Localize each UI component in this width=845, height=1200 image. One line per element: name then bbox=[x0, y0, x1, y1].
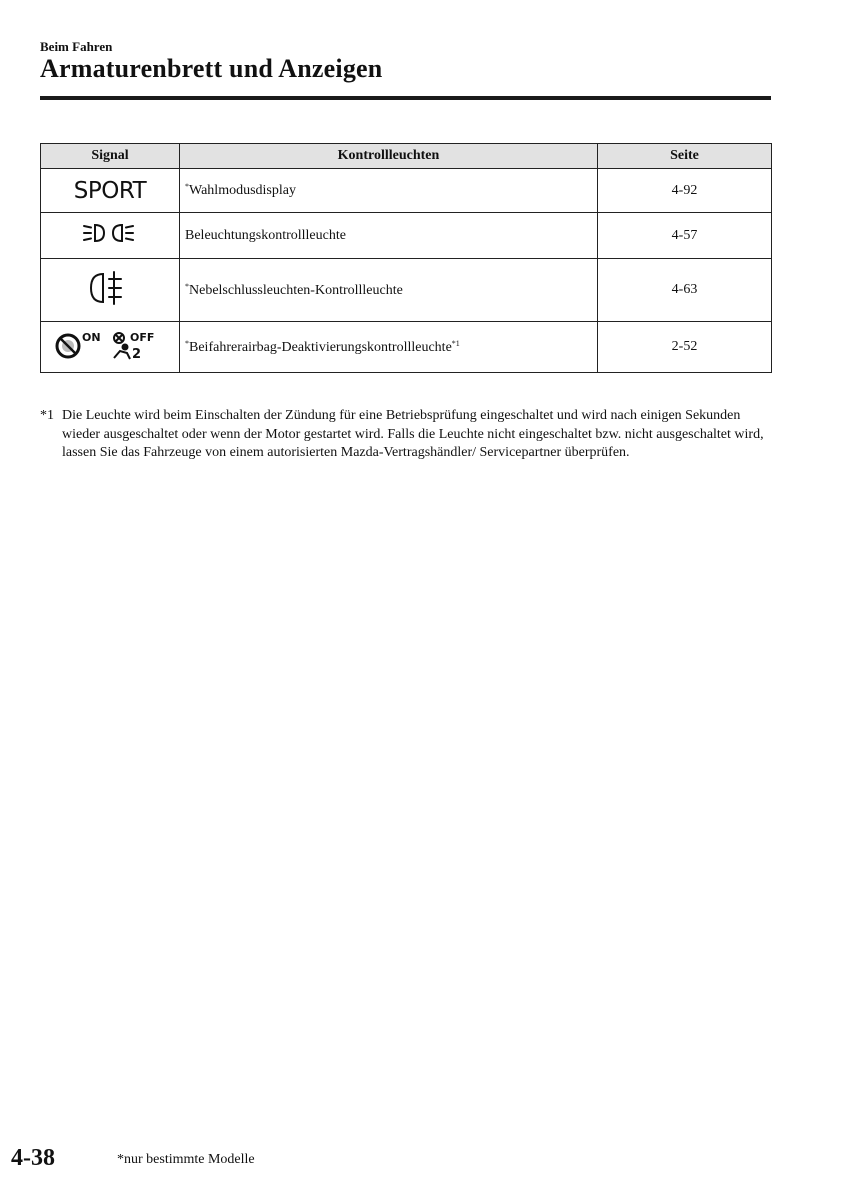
column-header-page: Seite bbox=[598, 144, 772, 169]
airbag-off-label: OFF bbox=[130, 330, 155, 344]
signal-cell bbox=[41, 259, 180, 322]
signal-cell bbox=[41, 169, 180, 213]
sport-mode-icon: SPORT bbox=[73, 177, 147, 204]
page-reference: 4-57 bbox=[598, 213, 772, 259]
page-reference: 4-63 bbox=[598, 259, 772, 322]
page-reference: 4-92 bbox=[598, 169, 772, 213]
footnote-text: Die Leuchte wird beim Einschalten der Zündung für eine Betriebsprüfung eingeschaltet und wird nach einigen Sekunden wieder ausgeschaltet oder wenn der Motor gestartet wird. Falls die Leuchte nicht eingeschaltet bzw. nicht ausgeschaltet wird, lassen Sie das Fahrzeuge von einem autorisierten Mazda-Vertragshändler/ Servicepartner überprüfen. bbox=[62, 408, 764, 460]
model-note: *nur bestimmte Modelle bbox=[117, 1152, 255, 1167]
indicator-label: Nebelschlussleuchten-Kontrollleuchte bbox=[189, 282, 403, 298]
signal-cell bbox=[41, 322, 180, 373]
footnote bbox=[40, 407, 770, 463]
indicator-cell bbox=[180, 322, 598, 373]
model-asterisk: * bbox=[185, 182, 189, 191]
passenger-airbag-deactivation-icon bbox=[54, 328, 166, 362]
model-asterisk: * bbox=[185, 281, 189, 291]
page-number: 4-38 bbox=[11, 1145, 55, 1171]
indicator-table bbox=[40, 143, 772, 373]
indicator-cell bbox=[180, 259, 598, 322]
indicator-cell bbox=[180, 169, 598, 213]
lights-on-icon bbox=[82, 221, 138, 245]
signal-cell bbox=[41, 213, 180, 259]
footnote-mark: *1 bbox=[40, 408, 54, 423]
airbag-on-label: ON bbox=[82, 330, 101, 344]
model-asterisk: * bbox=[185, 338, 189, 348]
seat-number-label: 2 bbox=[132, 346, 142, 362]
column-header-indicator: Kontrollleuchten bbox=[180, 144, 598, 169]
title-divider bbox=[40, 96, 771, 100]
page-reference: 2-52 bbox=[598, 322, 772, 373]
table-header-row bbox=[41, 144, 772, 169]
table-row bbox=[41, 322, 772, 373]
indicator-label: Wahlmodusdisplay bbox=[189, 183, 296, 198]
table-row bbox=[41, 169, 772, 213]
indicator-cell bbox=[180, 213, 598, 259]
section-label: Beim Fahren bbox=[40, 39, 113, 54]
airbag-on-icon bbox=[57, 335, 79, 357]
table-row bbox=[41, 213, 772, 259]
column-header-signal: Signal bbox=[41, 144, 180, 169]
indicator-label: Beleuchtungskontrollleuchte bbox=[185, 227, 346, 243]
footnote-reference: *1 bbox=[451, 338, 460, 348]
rear-fog-light-icon bbox=[87, 269, 133, 307]
indicator-label: Beifahrerairbag-Deaktivierungskontrollleuchte bbox=[189, 339, 452, 355]
page-title: Armaturenbrett und Anzeigen bbox=[40, 54, 383, 83]
table-row bbox=[41, 259, 772, 322]
airbag-off-icon bbox=[114, 333, 130, 359]
